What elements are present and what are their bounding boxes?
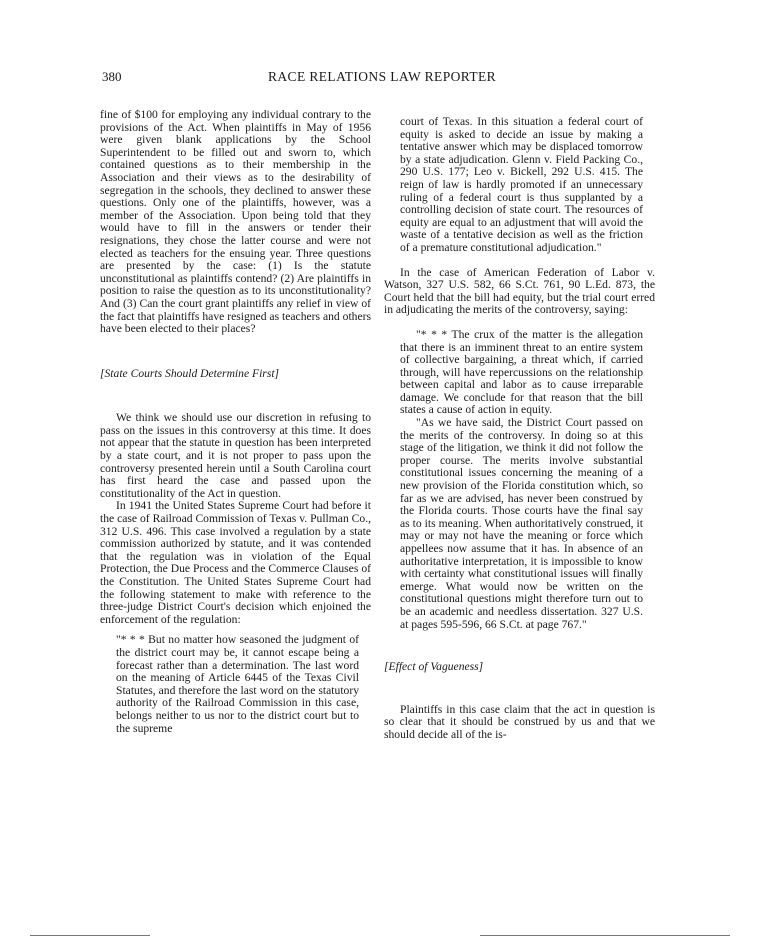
left-paragraph-2: We think we should use our discretion in refusing to pass on the issues in this controversy at this time. It does not appear that the statute in question has been interpreted by a state court, and it is not proper to pass upon the controversy presented herein until a South Carolina court has first heard the case and passed upon the constitutionality of the Act in question. <box>100 411 371 500</box>
pullman-quote: "* * * But no matter how seasoned the judgment of the district court may be, it cannot escape being a forecast rather than a determination. The last word on the meaning of Article 6445 of the Texas Civil Statutes, and therefore the last word on the statutory authority of the Railroad Commission in this case, belongs neither to us nor to the district court but to the supreme <box>116 633 359 735</box>
right-column <box>384 116 655 742</box>
section-heading-vagueness: [Effect of Vagueness] <box>384 660 484 674</box>
watson-quote-2: "As we have said, the District Court passed on the merits of the controversy. In doing so at this stage of the litigation, we think it did not follow the proper course. The merits involve substantial constitutional issues concerning the meaning of a new provision of the Florida constitution which, so far as we are advised, has never been construed by the Florida courts. Those courts have the final say as to its meaning. When authoritatively construed, it may or may not have the meaning or force which appellees now assume that it has. In absence of an authoritative interpretation, it is impossible to know with certainty what constitutional issues will finally emerge. What would now be written on the constitutional questions might therefore turn out to be an academic and needless dissertation. 327 U.S. at pages 595-596, 66 S.Ct. at page 767." <box>400 416 643 631</box>
pullman-quote-continued: court of Texas. In this situation a federal court of equity is asked to decide an issue by making a tentative answer which may be displaced tomorrow by a state adjudication. Glenn v. Field Packing Co., 290 U.S. 177; Leo v. Bickell, 292 U.S. 415. The reign of law is hardly promoted if an unnecessary ruling of a federal court is thus supplanted by a controlling decision of state court. The resources of equity are equal to an adjustment that will avoid the waste of a tentative decision as well as the friction of a premature constitutional adjudication." <box>400 115 643 254</box>
left-column <box>100 109 371 735</box>
watson-quote-1: "* * * The crux of the matter is the allegation that there is an imminent threat to an entire system of collective bargaining, a threat which, if carried through, will have repercussions on the relationship between capital and labor as to cause irreparable damage. We conclude for that reason that the bill states a cause of action in equity. <box>400 327 643 417</box>
left-paragraph-1: fine of $100 for employing any individual contrary to the provisions of the Act. When plaintiffs in May of 1956 were given blank applications by the School Superintendent to be filled out and sworn to, which contained questions as to their membership in the Association and their views as to the desirability of segregation in the schools, they declined to answer these questions. Only one of the plaintiffs, however, was a member of the Association. Upon being told that they would have to fill in the answers or tender their resignations, they chose the latter course and were not elected as teachers for the ensuing year. Three questions are presented by the case: (1) Is the statute unconstitutional as plaintiffs contend? (2) Are plaintiffs in position to raise the question as to its unconstitutionality? And (3) Can the court grant plaintiffs any relief in view of the fact that plaintiffs have resigned as teachers and others have been elected to their places? <box>100 108 371 336</box>
right-paragraph-2: Plaintiffs in this case claim that the act in question is so clear that it should be construed by us and that we should decide all of the is- <box>384 702 655 741</box>
bottom-rule-right <box>480 935 730 936</box>
page-number: 380 <box>102 69 122 84</box>
section-heading-state-courts: [State Courts Should Determine First] <box>100 366 280 380</box>
right-paragraph-1: In the case of American Federation of Labor v. Watson, 327 U.S. 582, 66 S.Ct. 761, 90 L.Ed. 873, the Court held that the bill had equity, but the trial court erred in adjudicating the merits of the controversy, saying: <box>384 265 655 317</box>
left-paragraph-3: In 1941 the United States Supreme Court had before it the case of Railroad Commission of Texas v. Pullman Co., 312 U.S. 496. This case involved a regulation by a state commission authorized by statute, and it was contended that the regulation was in violation of the Equal Protection, the Due Process and the Commerce Clauses of the Constitution. The United States Supreme Court had the following statement to make with reference to the three-judge District Court's decision which enjoined the enforcement of the regulation: <box>100 499 371 626</box>
bottom-rule-left <box>30 935 150 936</box>
running-title: RACE RELATIONS LAW REPORTER <box>268 69 497 84</box>
